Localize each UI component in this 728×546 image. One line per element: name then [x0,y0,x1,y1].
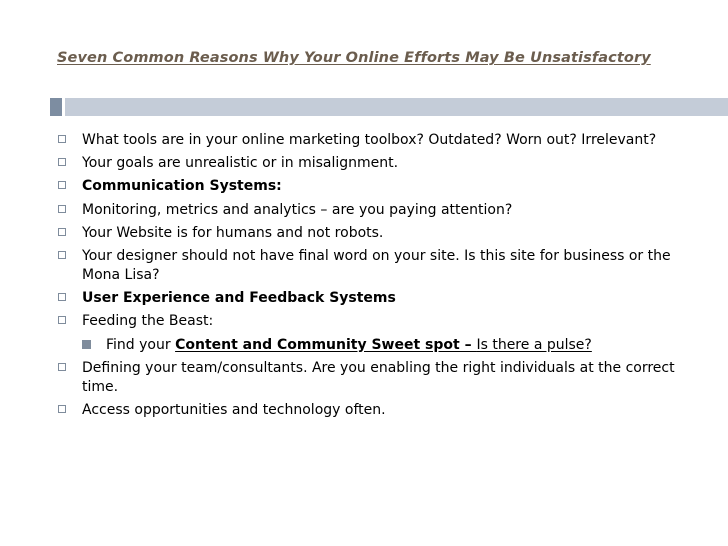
list-item-text: Your designer should not have final word on your site. Is this site for business or the Mona Lisa? [82,247,671,283]
square-bullet-icon [58,316,66,324]
square-bullet-icon [58,405,66,413]
list-item-text: Defining your team/consultants. Are you enabling the right individuals at the correct time. [82,359,675,395]
list-item [58,131,698,150]
sub-item-question: Is there a pulse? [476,336,592,353]
square-bullet-icon [58,158,66,166]
square-bullet-icon [58,293,66,301]
title-divider-bar [50,98,728,116]
slide-title: Seven Common Reasons Why Your Online Efforts May Be Unsatisfactory [57,50,651,66]
list-item-text: Communication Systems: [82,178,282,195]
list-item [58,154,698,173]
square-bullet-icon [58,363,66,371]
list-item-text: Access opportunities and technology often. [82,401,386,418]
filled-square-bullet-icon [82,340,91,349]
list-item-text: Monitoring, metrics and analytics – are you paying attention? [82,201,513,218]
square-bullet-icon [58,205,66,213]
bullet-list [58,131,698,424]
divider-accent [50,98,62,116]
list-item-text: Your Website is for humans and not robots. [82,224,384,241]
list-item [58,312,698,331]
list-item-text: User Experience and Feedback Systems [82,290,396,307]
list-item [58,359,698,397]
list-item [58,401,698,420]
sub-item-prefix: Find your [106,336,176,353]
square-bullet-icon [58,135,66,143]
list-item [58,177,698,196]
sub-list-item [58,336,698,355]
square-bullet-icon [58,228,66,236]
list-item-text: Feeding the Beast: [82,313,214,330]
square-bullet-icon [58,181,66,189]
list-item-text: Your goals are unrealistic or in misalignment. [82,155,399,172]
list-item [58,289,698,308]
list-item [58,224,698,243]
list-item-text: What tools are in your online marketing toolbox? Outdated? Worn out? Irrelevant? [82,132,657,148]
square-bullet-icon [58,251,66,259]
divider-band [65,98,728,116]
list-item [58,247,698,285]
sub-item-highlight: Content and Community Sweet spot – [175,336,477,353]
list-item [58,201,698,220]
